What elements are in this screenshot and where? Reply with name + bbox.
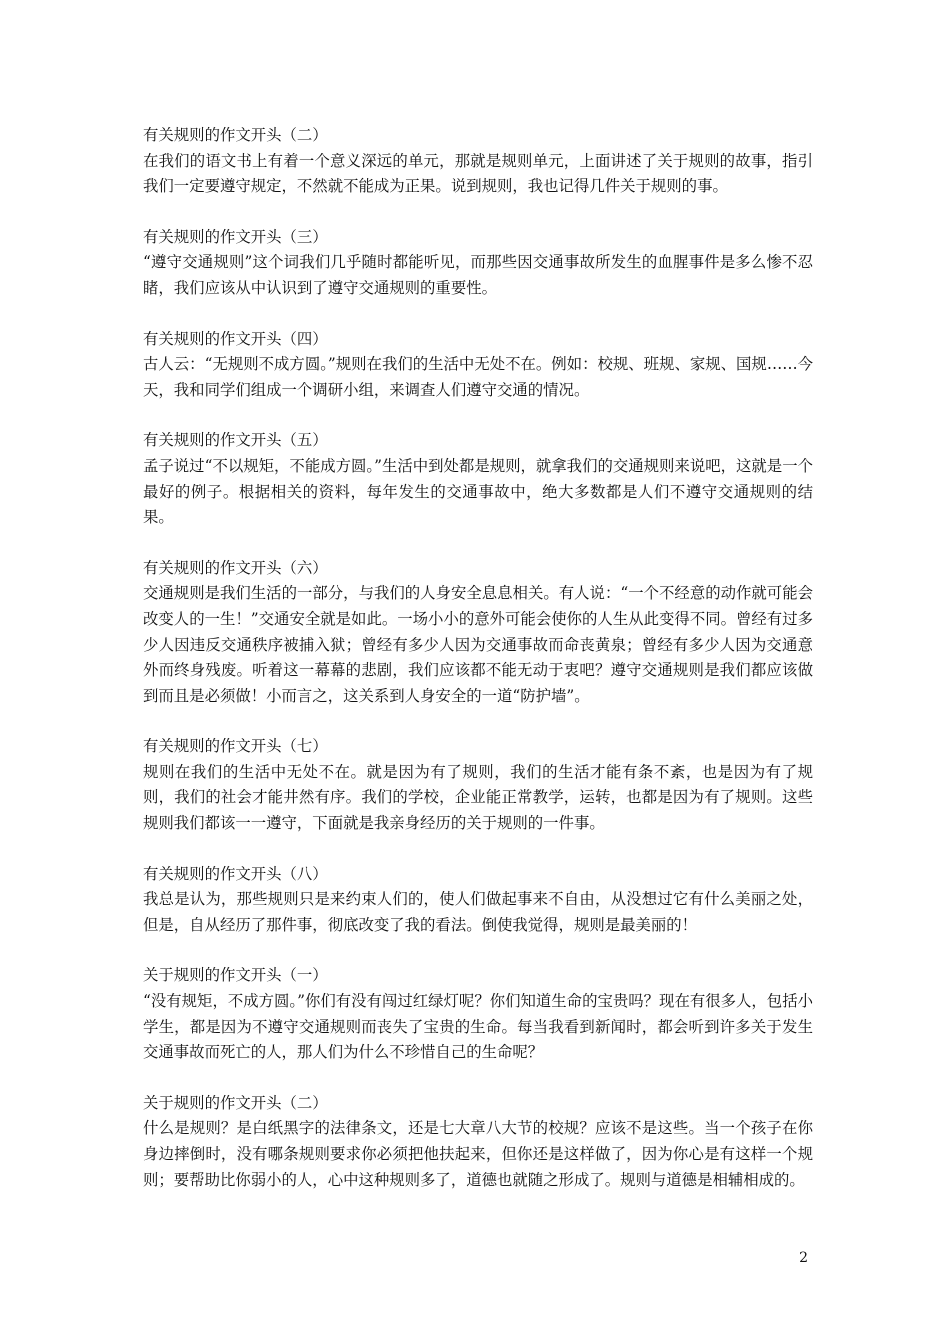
section-paragraph: 规则在我们的生活中无处不在。就是因为有了规则，我们的生活才能有条不紊，也是因为有了规则，我们的社会才能井然有序。我们的学校，企业能正常教学，运转，也都是因为有了规则。这些规则我们都该一一遵守，下面就是我亲身经历的关于规则的一件事。 (143, 762, 813, 833)
section-heading: 有关规则的作文开头（二） (143, 126, 328, 144)
section-1 (143, 123, 813, 200)
section-3 (143, 327, 813, 404)
section-8 (143, 963, 813, 1065)
section-heading: 有关规则的作文开头（七） (143, 737, 328, 756)
section-paragraph: “遵守交通规则”这个词我们几乎随时都能听见，而那些因交通事故所发生的血腥事件是多么惨不忍睹，我们应该从中认识到了遵守交通规则的重要性。 (143, 253, 813, 297)
section-paragraph: 什么是规则？是白纸黑字的法律条文，还是七大章八大节的校规？应该不是这些。当一个孩子在你身边摔倒时，没有哪条规则要求你必须把他扶起来，但你还是这样做了，因为你心是有这样一个规则；要帮助比你弱小的人，心中这种规则多了，道德也就随之形成了。规则与道德是相辅相成的。 (143, 1119, 813, 1189)
section-heading: 关于规则的作文开头（二） (143, 1093, 328, 1112)
document-body (143, 123, 813, 1218)
section-heading: 关于规则的作文开头（一） (143, 966, 328, 985)
section-paragraph: 在我们的语文书上有着一个意义深远的单元，那就是规则单元，上面讲述了关于规则的故事，指引我们一定要遵守规定，不然就不能成为正果。说到规则，我也记得几件关于规则的事。 (143, 151, 813, 196)
section-heading: 有关规则的作文开头（五） (143, 431, 328, 450)
page-number: 2 (799, 1250, 808, 1266)
section-paragraph: “没有规矩，不成方圆。”你们有没有闯过红绿灯呢？你们知道生命的宝贵吗？现在有很多人，包括小学生，都是因为不遵守交通规则而丧失了宝贵的生命。每当我看到新闻时，都会听到许多关于发生交通事故而死亡的人，那人们为什么不珍惜自己的生命呢？ (143, 992, 813, 1062)
section-4 (143, 428, 813, 530)
section-7 (143, 862, 813, 939)
section-heading: 有关规则的作文开头（八） (143, 864, 328, 883)
section-heading: 有关规则的作文开头（六） (143, 558, 328, 577)
section-paragraph: 孟子说过“不以规矩，不能成方圆。”生活中到处都是规则，就拿我们的交通规则来说吧，这就是一个最好的例子。根据相关的资料，每年发生的交通事故中，绝大多数都是人们不遵守交通规则的结果。 (143, 456, 813, 527)
section-6 (143, 734, 813, 836)
section-heading: 有关规则的作文开头（四） (143, 329, 328, 348)
section-paragraph: 交通规则是我们生活的一部分，与我们的人身安全息息相关。有人说：“一个不经意的动作就可能会改变人的一生！”交通安全就是如此。一场小小的意外可能会使你的人生从此变得不同。曾经有过多少人因违反交通秩序被捕入狱；曾经有多少人因为交通事故而命丧黄泉；曾经有多少人因为交通意外而终身残废。听着这一幕幕的悲剧，我们应该都不能无动于衷吧？遵守交通规则是我们都应该做到而且是必须做！小而言之，这关系到人身安全的一道“防护墙”。 (143, 584, 813, 705)
section-9 (143, 1091, 813, 1193)
section-paragraph: 我总是认为，那些规则只是来约束人们的，使人们做起事来不自由，从没想过它有什么美丽之处，但是，自从经历了那件事，彻底改变了我的看法。倒使我觉得，规则是最美丽的！ (143, 890, 813, 934)
section-5 (143, 556, 813, 710)
section-heading: 有关规则的作文开头（三） (143, 227, 328, 246)
section-2 (143, 225, 813, 302)
section-paragraph: 古人云：“无规则不成方圆。”规则在我们的生活中无处不在。例如：校规、班规、家规、国规……今天，我和同学们组成一个调研小组，来调查人们遵守交通的情况。 (143, 355, 813, 399)
